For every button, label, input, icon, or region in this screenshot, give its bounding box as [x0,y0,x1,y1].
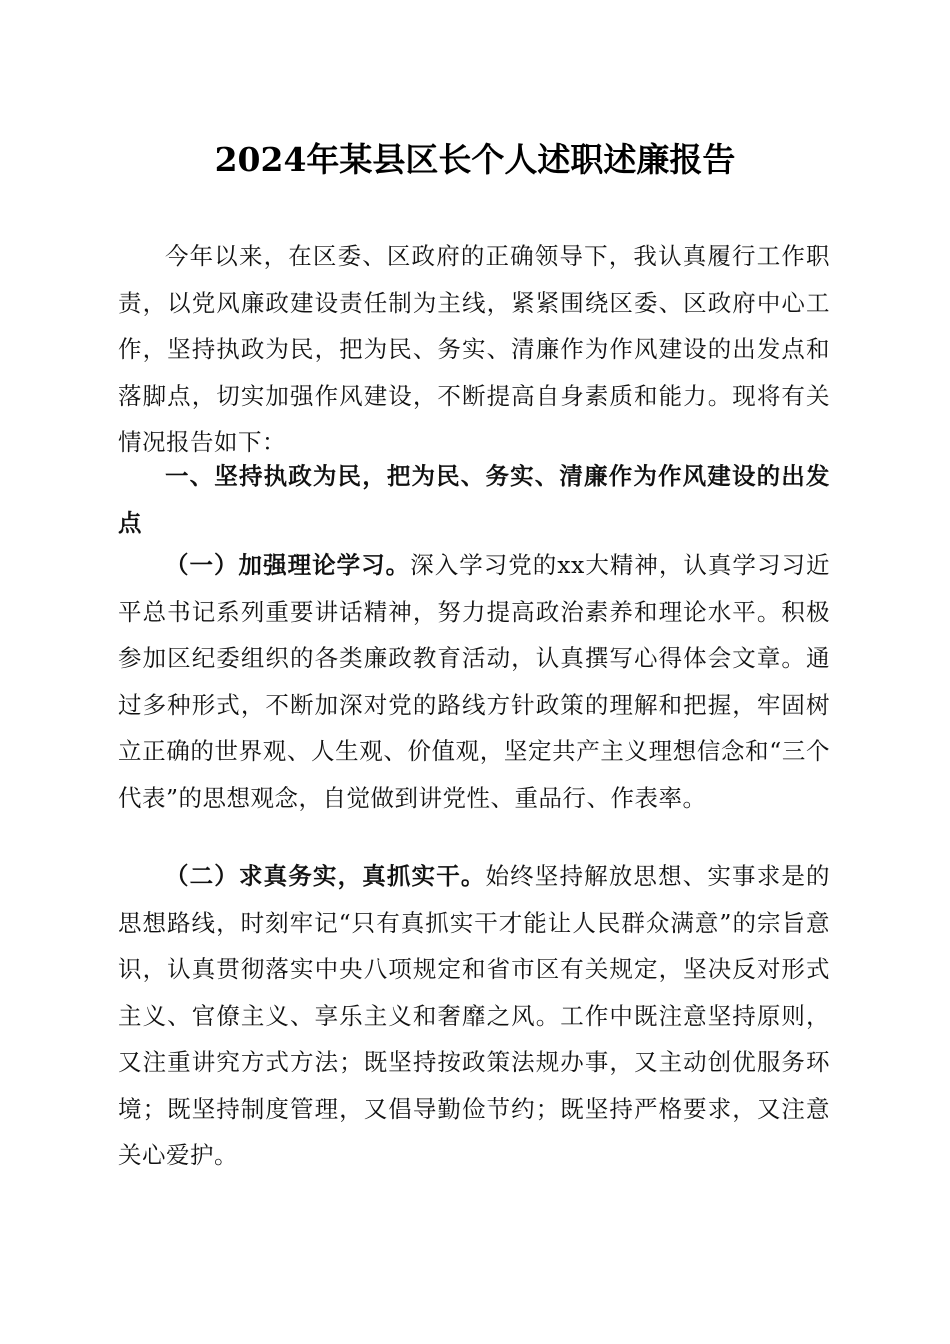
item-lead-2: （二）求真务实，真抓实干。 [165,862,486,890]
item-text-2: 始终坚持解放思想、实事求是的思想路线，时刻牢记“只有真抓实干才能让人民群众满意”的宗旨意识，认真贯彻落实中央八项规定和省市区有关规定，坚决反对形式主义、官僚主义、享乐主义和奢靡之风。工作中既注意坚持原则，又注重讲究方式方法；既坚持按政策法规办事，又主动创优服务环境；既坚持制度管理，又倡导勤俭节约；既坚持严格要求，又注意关心爱护。 [118,862,830,1169]
item-lead-1: （一）加强理论学习。 [165,551,411,579]
item-text-1: 深入学习党的xx大精神，认真学习习近平总书记系列重要讲话精神，努力提高政治素养和理论水平。积极参加区纪委组织的各类廉政教育活动，认真撰写心得体会文章。通过多种形式，不断加深对党的路线方针政策的理解和把握，牢固树立正确的世界观、人生观、价值观，坚定共产主义理想信念和“三个代表”的思想观念，自觉做到讲党性、重品行、作表率。 [118,551,830,812]
section-heading: 一、坚持执政为民，把为民、务实、清廉作为作风建设的出发点 [118,462,830,537]
item-paragraph-1 [118,542,830,821]
intro-paragraph: 今年以来，在区委、区政府的正确领导下，我认真履行工作职责，以党风廉政建设责任制为主线，紧紧围绕区委、区政府中心工作，坚持执政为民，把为民、务实、清廉作为作风建设的出发点和落脚点，切实加强作风建设，不断提高自身素质和能力。现将有关情况报告如下： [118,242,830,456]
document-title: 2024年某县区长个人述职述廉报告 [214,140,736,179]
item-paragraph-2 [118,853,830,1179]
